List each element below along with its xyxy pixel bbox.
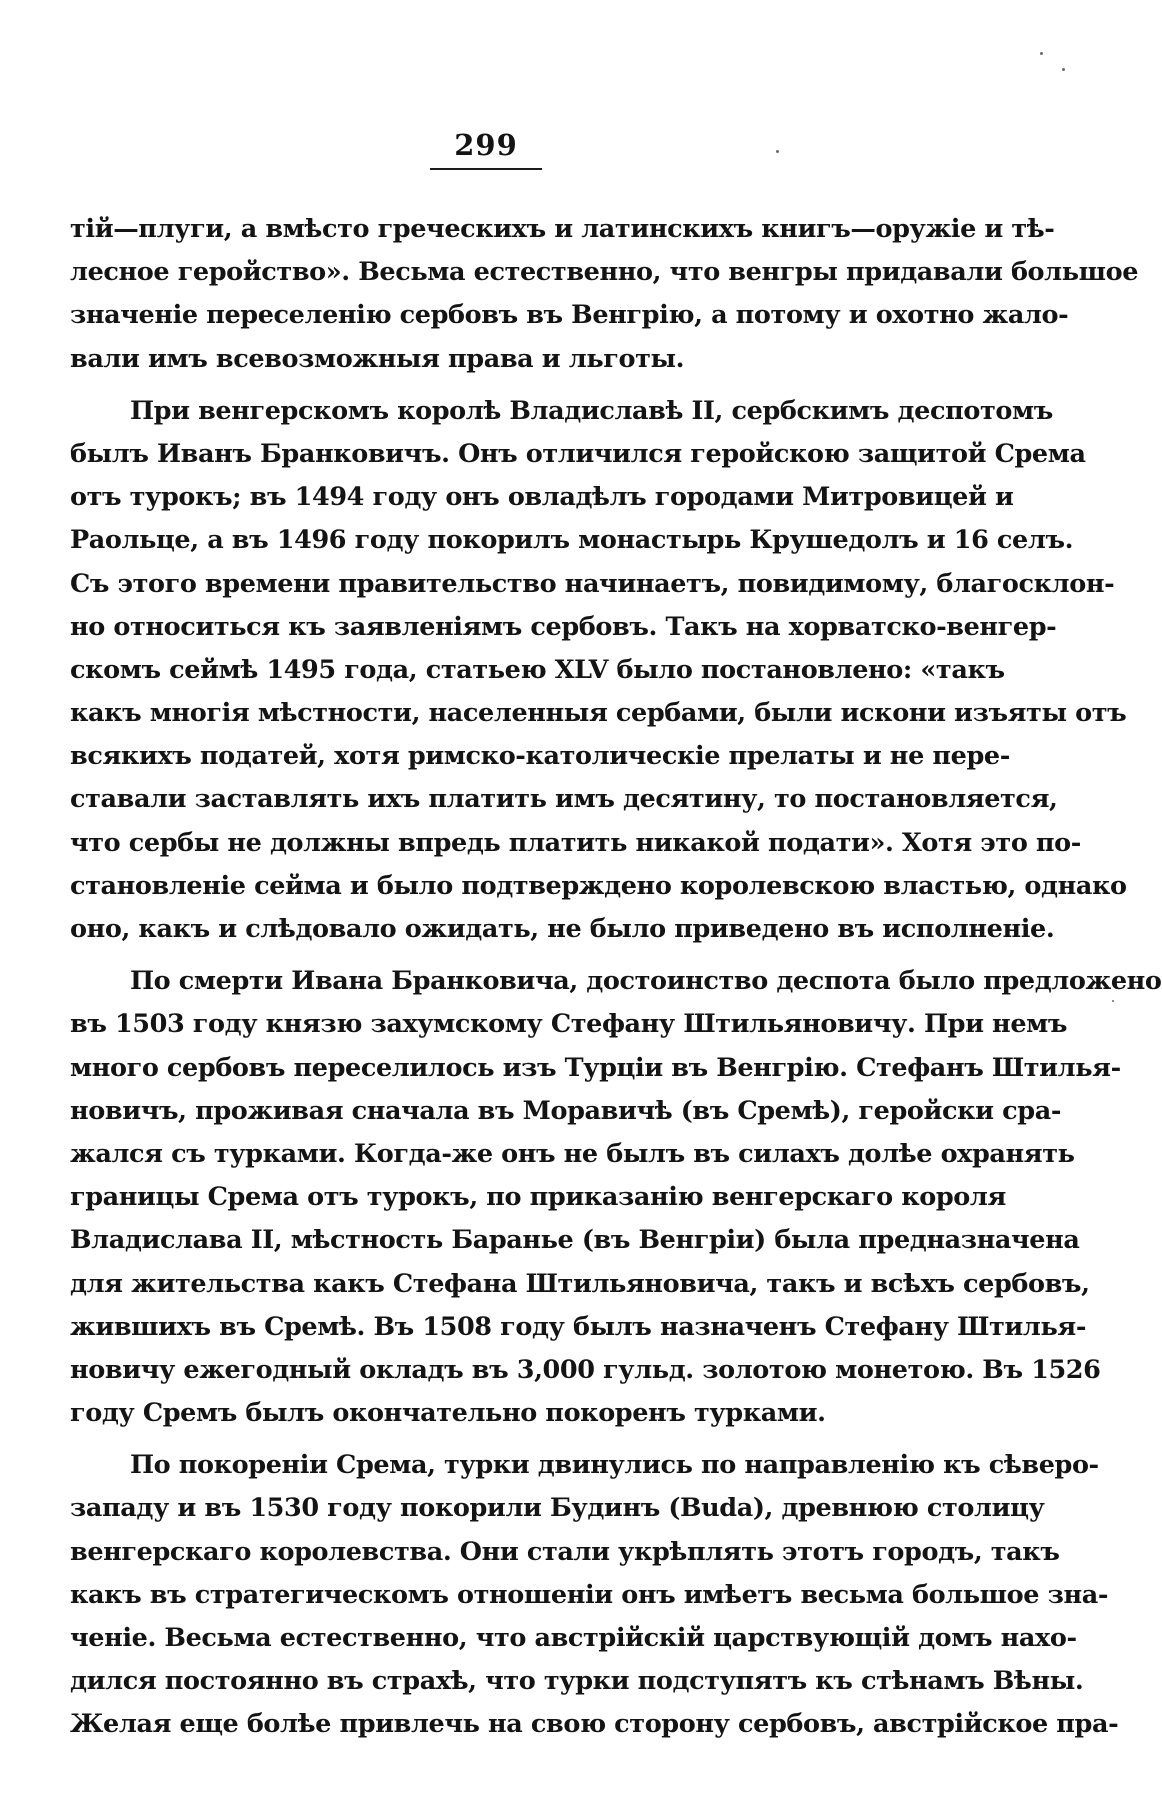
scan-speck: [1062, 68, 1065, 71]
text-line: значеніе переселенію сербовъ въ Венгрію, а потому и охотно жало-: [70, 300, 1069, 331]
scan-speck: [1040, 52, 1043, 55]
text-line: По покореніи Срема, турки двинулись по направленію къ сѣверо-: [130, 1450, 1099, 1481]
scan-speck: [776, 150, 779, 153]
text-line: западу и въ 1530 году покорили Будинъ (Buda), древнюю столицу: [70, 1493, 1045, 1524]
text-line: Раольце, а въ 1496 году покорилъ монастырь Крушедолъ и 16 селъ.: [70, 525, 1074, 556]
text-line: жался съ турками. Когда-же онъ не былъ въ силахъ долѣе охранять: [70, 1138, 1075, 1169]
text-line: границы Срема отъ турокъ, по приказанію венгерскаго короля: [70, 1182, 1006, 1213]
text-line: тій—плуги, а вмѣсто греческихъ и латинскихъ книгъ—оружіе и тѣ-: [70, 214, 1055, 244]
body-text: [70, 208, 1162, 1747]
text-line: дился постоянно въ страхѣ, что турки подступятъ къ стѣнамъ Вѣны.: [70, 1666, 1084, 1697]
text-line: какъ въ стратегическомъ отношеніи онъ имѣетъ весьма большое зна-: [70, 1579, 1109, 1610]
text-line: становленіе сейма и было подтверждено королевскою властью, однако: [70, 870, 1127, 901]
paragraph-gap: [70, 951, 912, 960]
scan-speck: [1112, 1000, 1114, 1002]
text-line: ставали заставлять ихъ платить имъ десятину, то постановляется,: [70, 784, 1058, 815]
page-number: 299: [430, 128, 542, 170]
text-line: много сербовъ переселилось изъ Турціи въ Венгрію. Стефанъ Штилья-: [70, 1052, 1121, 1083]
text-line: Желая еще болѣе привлечь на свою сторону сербовъ, австрійское пра-: [70, 1709, 1119, 1740]
text-line: но относиться къ заявленіямъ сербовъ. Такъ на хорватско-венгер-: [70, 611, 1057, 642]
text-line: По смерти Ивана Бранковича, достоинство деспота было предложено: [130, 966, 1162, 997]
paragraph-gap: [70, 381, 912, 390]
text-line: былъ Иванъ Бранковичъ. Онъ отличился геройскою защитой Срема: [70, 438, 1086, 469]
text-line: новичу ежегодный окладъ въ 3,000 гульд. золотою монетою. Въ 1526: [70, 1354, 1101, 1385]
text-line: году Сремъ былъ окончательно покоренъ турками.: [70, 1398, 826, 1429]
text-line: для жительства какъ Стефана Штильяновича, такъ и всѣхъ сербовъ,: [70, 1268, 1090, 1299]
text-line: новичъ, проживая сначала въ Моравичѣ (въ Сремѣ), геройски сра-: [70, 1095, 1062, 1126]
text-line: скомъ сеймѣ 1495 года, статьею XLV было постановлено: «такъ: [70, 654, 1005, 685]
text-line: лесное геройство». Весьма естественно, что венгры придавали большое: [70, 257, 1139, 288]
text-line: вали имъ всевозможныя права и льготы.: [70, 343, 685, 374]
text-line: Съ этого времени правительство начинаетъ, повидимому, благосклон-: [70, 568, 1115, 599]
text-line: оно, какъ и слѣдовало ожидать, не было приведено въ исполненіе.: [70, 914, 1055, 944]
text-line: Владислава II, мѣстность Баранье (въ Венгріи) была предназначена: [70, 1225, 1080, 1256]
paragraph-gap: [70, 1435, 912, 1444]
text-line: что сербы не должны впредь платить никакой подати». Хотя это по-: [70, 827, 1081, 858]
text-line: При венгерскомъ королѣ Владиславѣ II, сербскимъ деспотомъ: [130, 395, 1053, 426]
text-line: жившихъ въ Сремѣ. Въ 1508 году былъ назначенъ Стефану Штилья-: [70, 1311, 1087, 1342]
text-line: въ 1503 году князю захумскому Стефану Штильяновичу. При немъ: [70, 1009, 1068, 1040]
text-line: какъ многія мѣстности, населенныя сербами, были искони изъяты отъ: [70, 698, 1127, 729]
text-line: венгерскаго королевства. Они стали укрѣплять этотъ городъ, такъ: [70, 1536, 1060, 1567]
text-line: отъ турокъ; въ 1494 году онъ овладѣлъ городами Митровицей и: [70, 482, 1014, 513]
text-line: всякихъ податей, хотя римско-католическіе прелаты и не пере-: [70, 741, 1010, 772]
text-line: ченіе. Весьма естественно, что австрійскій царствующій домъ нахо-: [70, 1623, 1077, 1653]
